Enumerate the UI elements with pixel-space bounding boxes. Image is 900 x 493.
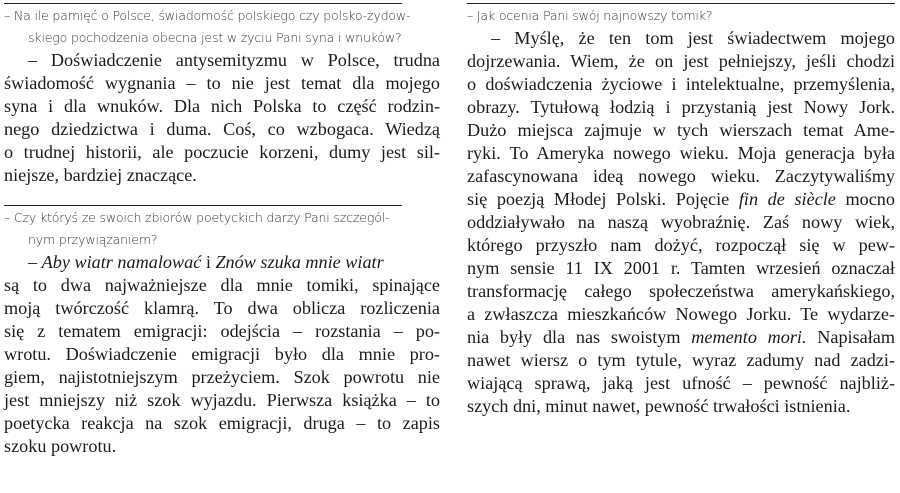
answer-line: poetycka reakcja na szok emigracji, druga – to zapis	[4, 413, 440, 433]
text-segment: się poezją Młodej Polski. Pojęcie	[467, 189, 739, 209]
answer-2	[4, 251, 440, 458]
answer-line: obrazy. Tytułową łodzią i przystanią jest Nowy Jork.	[467, 97, 895, 117]
answer-line: a zwłaszcza mieszkańców Nowego Jorku. Te wydarze-	[467, 304, 895, 324]
answer-line: szoku powrotu.	[4, 436, 117, 456]
right-column	[467, 0, 895, 418]
answer-line: świadomość wygnania – to nie jest temat dla mojego	[4, 73, 440, 93]
left-column	[4, 0, 440, 458]
joiner: i	[201, 252, 216, 272]
book-title: Aby wiatr namalować	[41, 252, 202, 272]
question-1	[4, 4, 440, 49]
answer-line: nego dziedzictwa i duma. Coś, co wzbogaca. Wiedzą	[4, 119, 440, 139]
answer-line-memento-mori	[467, 326, 895, 349]
answer-line: Dużo miejsca zajmuje w tych wierszach temat Ame-	[467, 120, 895, 140]
answer-line: giem, najistotniejszym przeżyciem. Szok powrotu nie	[4, 367, 440, 387]
answer-line: zafascynowana ideą nowego wieku. Zaczytywaliśmy	[467, 166, 895, 186]
answer-line: o doświadczenia życiowe i intelektualne, przemyślenia,	[467, 74, 895, 94]
answer-line: dojrzewania. Wiem, że on jest pełniejszy, jeśli chodzi	[467, 51, 895, 71]
answer-line: – Myślę, że ten tom jest świadectwem mojego	[491, 28, 895, 48]
text-segment: Napisałam	[806, 327, 896, 347]
answer-line: moją twórczość klamrą. To dwa oblicza rozliczenia	[4, 298, 440, 318]
answer-line: oddziaływało na naszą wyobraźnię. Zaś nowy wiek,	[467, 212, 895, 232]
answer-line: jest mniejszy niż szok wyjazdu. Pierwsza książka – to	[4, 390, 440, 410]
answer-line: się z tematem emigracji: odejścia – rozstania – po-	[4, 321, 440, 341]
italic-phrase: fin de siècle	[738, 189, 836, 209]
question-line: – Jak ocenia Pani swój najnowszy tomik?	[467, 8, 713, 23]
answer-line: wrotu. Doświadczenie emigracji było dla mnie pro-	[4, 344, 440, 364]
answer-line-with-titles	[4, 251, 440, 274]
italic-phrase: memento mori.	[691, 327, 807, 347]
answer-line-fin-de-siecle	[467, 188, 895, 211]
answer-line: nym sensie 11 IX 2001 r. Tamten wrzesień oznaczał	[467, 258, 895, 278]
answer-line: o trudnej historii, ale poczucie korzeni, dumy jest sil-	[4, 142, 440, 162]
question-line: – Na ile pamięć o Polsce, świadomość polskiego czy polsko-żydow-	[4, 8, 411, 23]
answer-line: syna i dla wnuków. Dla nich Polska to część rodzin-	[4, 96, 440, 116]
answer-line: – Doświadczenie antysemityzmu w Polsce, trudna	[28, 50, 440, 70]
question-line: skiego pochodzenia obecna jest w życiu Pani syna i wnuków?	[28, 30, 402, 45]
question-3	[467, 4, 895, 27]
answer-line: którego przyszło nam dożyć, rozpoczął się w pew-	[467, 235, 895, 255]
answer-3	[467, 27, 895, 418]
answer-line: niejsze, bardziej znaczące.	[4, 165, 197, 185]
question-line: nym przywiązaniem?	[28, 232, 158, 247]
answer-line: szych dni, minut nawet, pewność trwałości istnienia.	[467, 396, 851, 416]
answer-line: są to dwa najważniejsze dla mnie tomiki, spinające	[4, 275, 440, 295]
answer-line: transformację całego społeczeństwa amerykańskiego,	[467, 281, 895, 301]
text-segment: nia były dla nas swoistym	[467, 327, 692, 347]
dash: –	[28, 252, 42, 272]
answer-line: nawet wiersz o tym tytule, wyraz zadumy nad zadzi-	[467, 350, 895, 370]
answer-line: ryki. To Ameryka nowego wieku. Moja generacja była	[467, 143, 895, 163]
answer-1	[4, 49, 440, 187]
text-segment: mocno	[835, 189, 895, 209]
question-2	[4, 206, 440, 251]
question-line: – Czy któryś ze swoich zbiorów poetyckich darzy Pani szczegól-	[4, 210, 390, 225]
answer-line: wiającą sprawą, jaką jest ufność – pewność najbliż-	[467, 373, 895, 393]
book-title: Znów szuka mnie wiatr	[215, 252, 384, 272]
